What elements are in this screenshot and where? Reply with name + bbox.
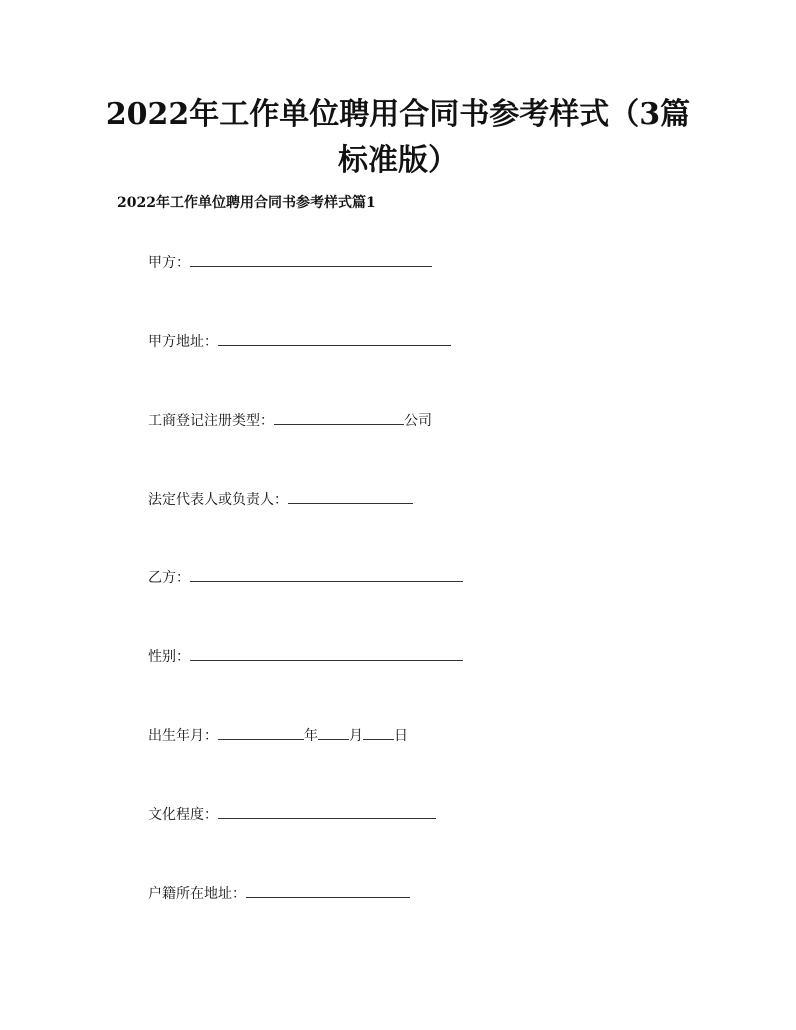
- legal-rep-row: [148, 489, 413, 510]
- legal-rep-label: 法定代表人或负责人：: [148, 492, 288, 508]
- document-title: [0, 92, 796, 184]
- title-line-2: 标准版）: [338, 143, 458, 178]
- year-unit: 年: [304, 728, 318, 744]
- party-a-blank[interactable]: [190, 252, 432, 267]
- birth-month-blank[interactable]: [318, 725, 349, 740]
- education-label: 文化程度：: [148, 807, 218, 823]
- registration-suffix: 公司: [404, 413, 432, 429]
- gender-label: 性别：: [148, 649, 190, 665]
- registration-type-blank[interactable]: [274, 410, 404, 425]
- party-b-label: 乙方：: [148, 570, 190, 586]
- party-b-blank[interactable]: [190, 567, 463, 582]
- gender-blank[interactable]: [190, 646, 463, 661]
- birth-date-row: [148, 725, 408, 746]
- month-unit: 月: [349, 728, 363, 744]
- birth-day-blank[interactable]: [363, 725, 394, 740]
- education-blank[interactable]: [218, 804, 436, 819]
- birth-date-label: 出生年月：: [148, 728, 218, 744]
- household-address-row: [148, 883, 410, 904]
- registration-type-label: 工商登记注册类型：: [148, 413, 274, 429]
- party-a-address-blank[interactable]: [218, 331, 451, 346]
- registration-type-row: [148, 410, 432, 431]
- legal-rep-blank[interactable]: [288, 489, 413, 504]
- education-row: [148, 804, 436, 825]
- title-line-1: 2022年工作单位聘用合同书参考样式（3篇: [105, 97, 691, 132]
- party-a-address-row: [148, 331, 451, 352]
- household-address-label: 户籍所在地址：: [148, 886, 246, 902]
- party-a-address-label: 甲方地址：: [148, 334, 218, 350]
- day-unit: 日: [394, 728, 408, 744]
- party-b-row: [148, 567, 463, 588]
- party-a-row: [148, 252, 432, 273]
- household-address-blank[interactable]: [246, 883, 410, 898]
- section-heading: 2022年工作单位聘用合同书参考样式篇1: [117, 195, 376, 211]
- gender-row: [148, 646, 463, 667]
- birth-year-blank[interactable]: [218, 725, 304, 740]
- party-a-label: 甲方：: [148, 255, 190, 271]
